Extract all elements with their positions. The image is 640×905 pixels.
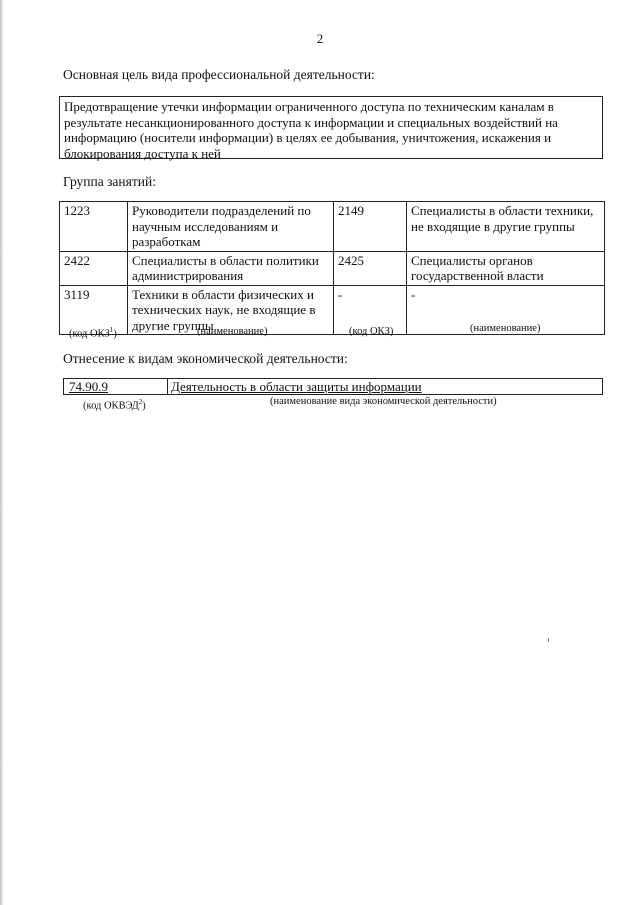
okz-name-cell: Специалисты в области политики администрирования xyxy=(128,251,334,285)
main-goal-box xyxy=(59,96,603,159)
okved-name-caption: (наименование вида экономической деятельности) xyxy=(270,396,497,407)
scan-edge xyxy=(0,0,4,905)
table-row xyxy=(60,202,605,252)
okz-name-cell: Специалисты в области техники, не входящие в другие группы xyxy=(407,202,605,252)
table-row xyxy=(60,251,605,285)
okz-name-cell: - xyxy=(407,285,605,335)
okz-code-cell: - xyxy=(334,285,407,335)
okz-code-caption-right: (код ОКЗ) xyxy=(349,326,394,337)
okved-code: 74.90.9 xyxy=(64,379,168,394)
main-goal-text: Предотвращение утечки информации ограниченного доступа по техническим каналам в результате несанкционированного доступа к информации и специальных воздействий на информацию (носители информации) в целях ее добывания, уничтожения, искажения и блокирования доступа к ней xyxy=(64,99,558,161)
okz-name-cell: Техники в области физических и технических наук, не входящие в другие группы xyxy=(128,285,334,335)
okz-name-cell: Специалисты органов государственной власти xyxy=(407,251,605,285)
okz-code-cell: 2149 xyxy=(334,202,407,252)
okz-name-caption-right: (наименование) xyxy=(470,323,541,334)
okz-code-cell: 1223 xyxy=(60,202,128,252)
okz-code-cell: 2425 xyxy=(334,251,407,285)
okz-name-caption: (наименование) xyxy=(197,326,268,337)
scan-artifact xyxy=(548,638,549,642)
occupation-table xyxy=(59,201,605,335)
main-goal-heading: Основная цель вида профессиональной деятельности: xyxy=(63,67,375,82)
okved-name: Деятельность в области защиты информации xyxy=(171,379,422,394)
okz-code-caption: (код ОКЗ$^1$) xyxy=(69,326,117,340)
okz-code-cell: 3119 xyxy=(60,285,128,335)
okved-code-caption: (код ОКВЭД$^2$) xyxy=(83,398,146,412)
okz-name-cell: Руководители подразделений по научным исследованиям и разработкам xyxy=(128,202,334,252)
occupation-group-heading: Группа занятий: xyxy=(63,174,156,189)
page-number: 2 xyxy=(316,31,324,46)
okved-row xyxy=(63,378,603,395)
okz-code-cell: 2422 xyxy=(60,251,128,285)
economic-activity-heading: Отнесение к видам экономической деятельности: xyxy=(63,351,348,366)
